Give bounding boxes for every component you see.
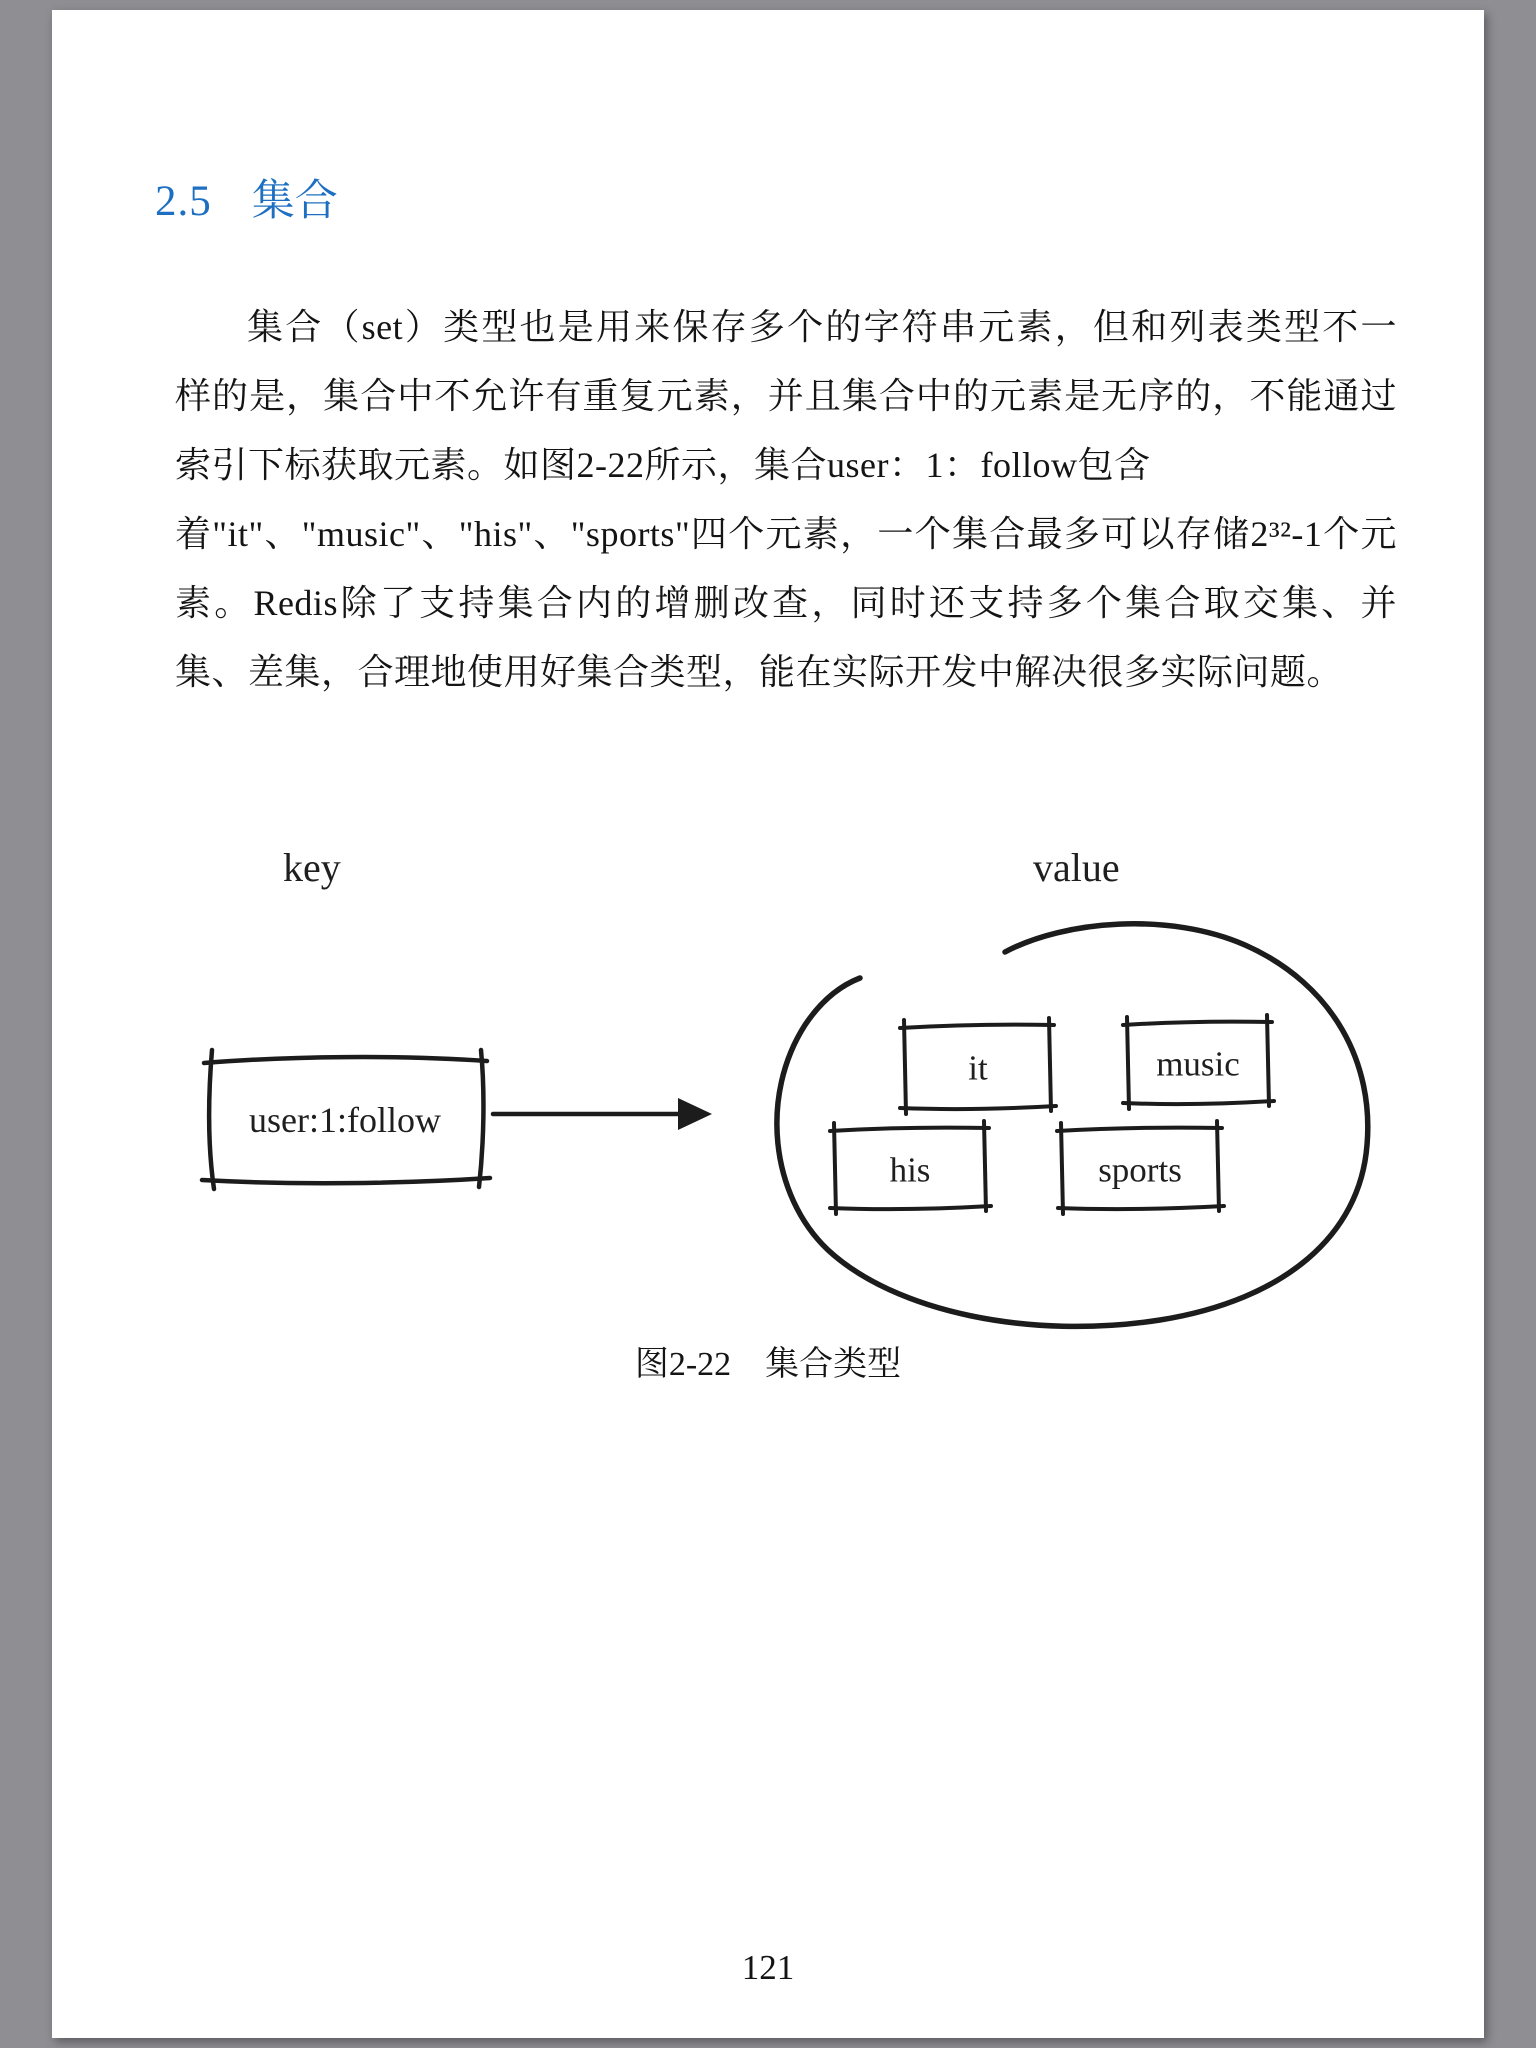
- key-box-top-stroke: [204, 1057, 487, 1063]
- member-box-stroke: [1061, 1123, 1063, 1214]
- key-box-bottom-stroke: [202, 1178, 490, 1183]
- member-box-stroke: [830, 1206, 991, 1209]
- section-title: 集合: [251, 178, 338, 225]
- member-box-stroke: [900, 1106, 1056, 1109]
- member-box-stroke: [904, 1020, 906, 1114]
- member-box-stroke: [1049, 1018, 1051, 1111]
- member-label: it: [968, 1048, 988, 1088]
- arrow-head-icon: [678, 1098, 712, 1130]
- key-node: [202, 1050, 490, 1189]
- key-box-left-stroke: [209, 1050, 214, 1189]
- book-page: [52, 10, 1484, 2038]
- set-type-diagram: [160, 900, 1440, 1360]
- set-oval-outline: [777, 924, 1368, 1327]
- set-member-node: [1123, 1015, 1274, 1109]
- member-box-stroke: [1123, 1101, 1274, 1104]
- member-label: music: [1156, 1044, 1240, 1084]
- member-label: his: [889, 1150, 931, 1190]
- member-box-stroke: [1127, 1017, 1129, 1109]
- member-box-stroke: [1057, 1128, 1222, 1131]
- page-number: 121: [741, 1948, 795, 1987]
- figure-caption: 图2-22 集合类型: [634, 1346, 902, 1383]
- figure-value-label: value: [1033, 845, 1120, 890]
- paragraph-line: 集、差集，合理地使用好集合类型，能在实际开发中解决很多实际问题。: [175, 652, 1344, 692]
- paragraph-line: 集合（set）类型也是用来保存多个的字符串元素，但和列表类型不一: [247, 307, 1397, 347]
- key-box-right-stroke: [479, 1050, 483, 1187]
- member-box-stroke: [830, 1128, 989, 1131]
- paragraph-line: 素。Redis除了支持集合内的增删改查，同时还支持多个集合取交集、并: [175, 583, 1397, 623]
- member-box-stroke: [900, 1025, 1054, 1028]
- figure-key-label: key: [283, 845, 341, 890]
- set-member-node: [900, 1018, 1056, 1114]
- member-box-stroke: [834, 1123, 836, 1214]
- member-box-stroke: [1217, 1121, 1219, 1211]
- set-member-node: [1057, 1121, 1224, 1214]
- set-member-node: [830, 1121, 991, 1214]
- member-label: sports: [1098, 1150, 1182, 1190]
- member-box-stroke: [1123, 1022, 1272, 1025]
- member-box-stroke: [984, 1121, 986, 1211]
- section-heading: [155, 176, 338, 228]
- paragraph-line: 着"it"、"music"、"his"、"sports"四个元素，一个集合最多可以存储2³²-1个元: [175, 514, 1397, 554]
- body-paragraph: [175, 293, 1397, 707]
- member-box-stroke: [1267, 1015, 1269, 1106]
- section-number: 2.5: [155, 178, 212, 225]
- paragraph-line: 样的是，集合中不允许有重复元素，并且集合中的元素是无序的，不能通过: [175, 376, 1397, 416]
- member-box-stroke: [1058, 1206, 1224, 1209]
- paragraph-line: 索引下标获取元素。如图2-22所示，集合user：1：follow包含: [175, 445, 1151, 485]
- key-box-label: user:1:follow: [249, 1100, 441, 1140]
